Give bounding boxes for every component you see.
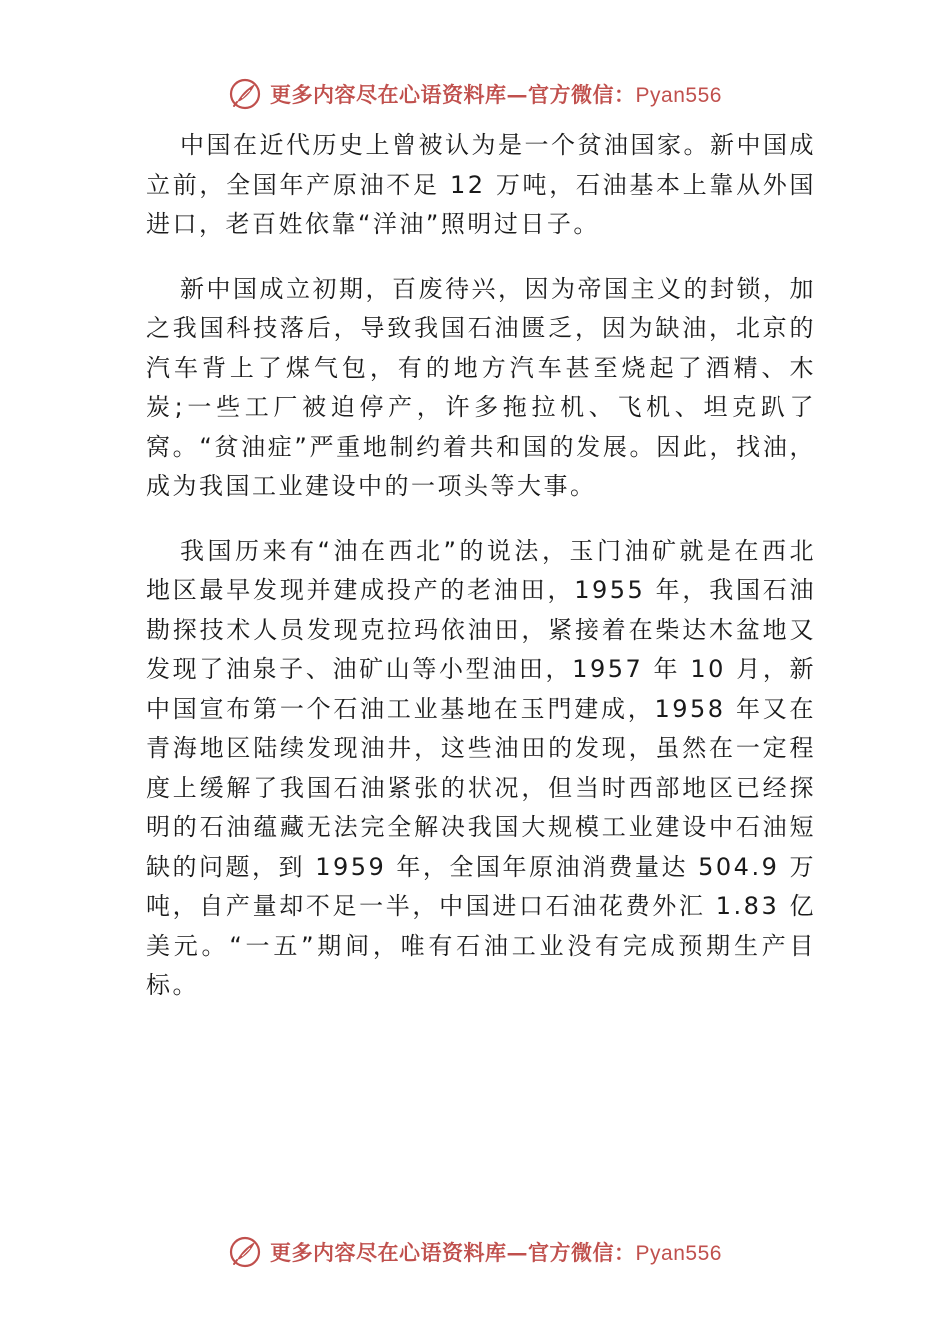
quill-logo-icon bbox=[228, 77, 262, 111]
header-banner-text: 更多内容尽在心语资料库—官方微信：Pyan556 bbox=[270, 82, 722, 107]
header-banner-handle: Pyan556 bbox=[635, 84, 722, 107]
quill-logo-icon bbox=[228, 1235, 262, 1269]
header-banner bbox=[0, 74, 950, 114]
footer-banner-text: 更多内容尽在心语资料库—官方微信：Pyan556 bbox=[270, 1240, 722, 1265]
footer-banner bbox=[0, 1232, 950, 1272]
paragraph-2: 新中国成立初期，百废待兴，因为帝国主义的封锁，加之我国科技落后，导致我国石油匮乏，因为缺油，北京的汽车背上了煤气包，有的地方汽车甚至烧起了酒精、木炭;一些工厂被迫停产，许多拖拉机、飞机、坦克趴了窝。“贫油症”严重地制约着共和国的发展。因此，找油，成为我国工业建设中的一项头等大事。 bbox=[146, 274, 816, 500]
paragraph-3: 我国历来有“油在西北”的说法，玉门油矿就是在西北地区最早发现并建成投产的老油田，1955 年，我国石油勘探技术人员发现克拉玛依油田，紧接着在柴达木盆地又发现了油泉子、油矿山等小型油田，1957 年 10 月，新中国宣布第一个石油工业基地在玉門建成，1958 年又在青海地区陆续发现油井，这些油田的发现，虽然在一定程度上缓解了我国石油紧张的状况，但当时西部地区已经探明的石油蕴藏无法完全解决我国大规模工业建设中石油短缺的问题，到 1959 年，全国年原油消费量达 504.9 万吨，自产量却不足一半，中国进口石油花费外汇 1.83 亿美元。“一五”期间，唯有石油工业没有完成预期生产目标。 bbox=[146, 536, 816, 999]
paragraph-1: 中国在近代历史上曾被认为是一个贫油国家。新中国成立前，全国年产原油不足 12 万吨，石油基本上靠从外国进口，老百姓依靠“洋油”照明过日子。 bbox=[146, 131, 816, 238]
footer-banner-handle: Pyan556 bbox=[635, 1242, 722, 1265]
document-body bbox=[146, 126, 816, 1006]
